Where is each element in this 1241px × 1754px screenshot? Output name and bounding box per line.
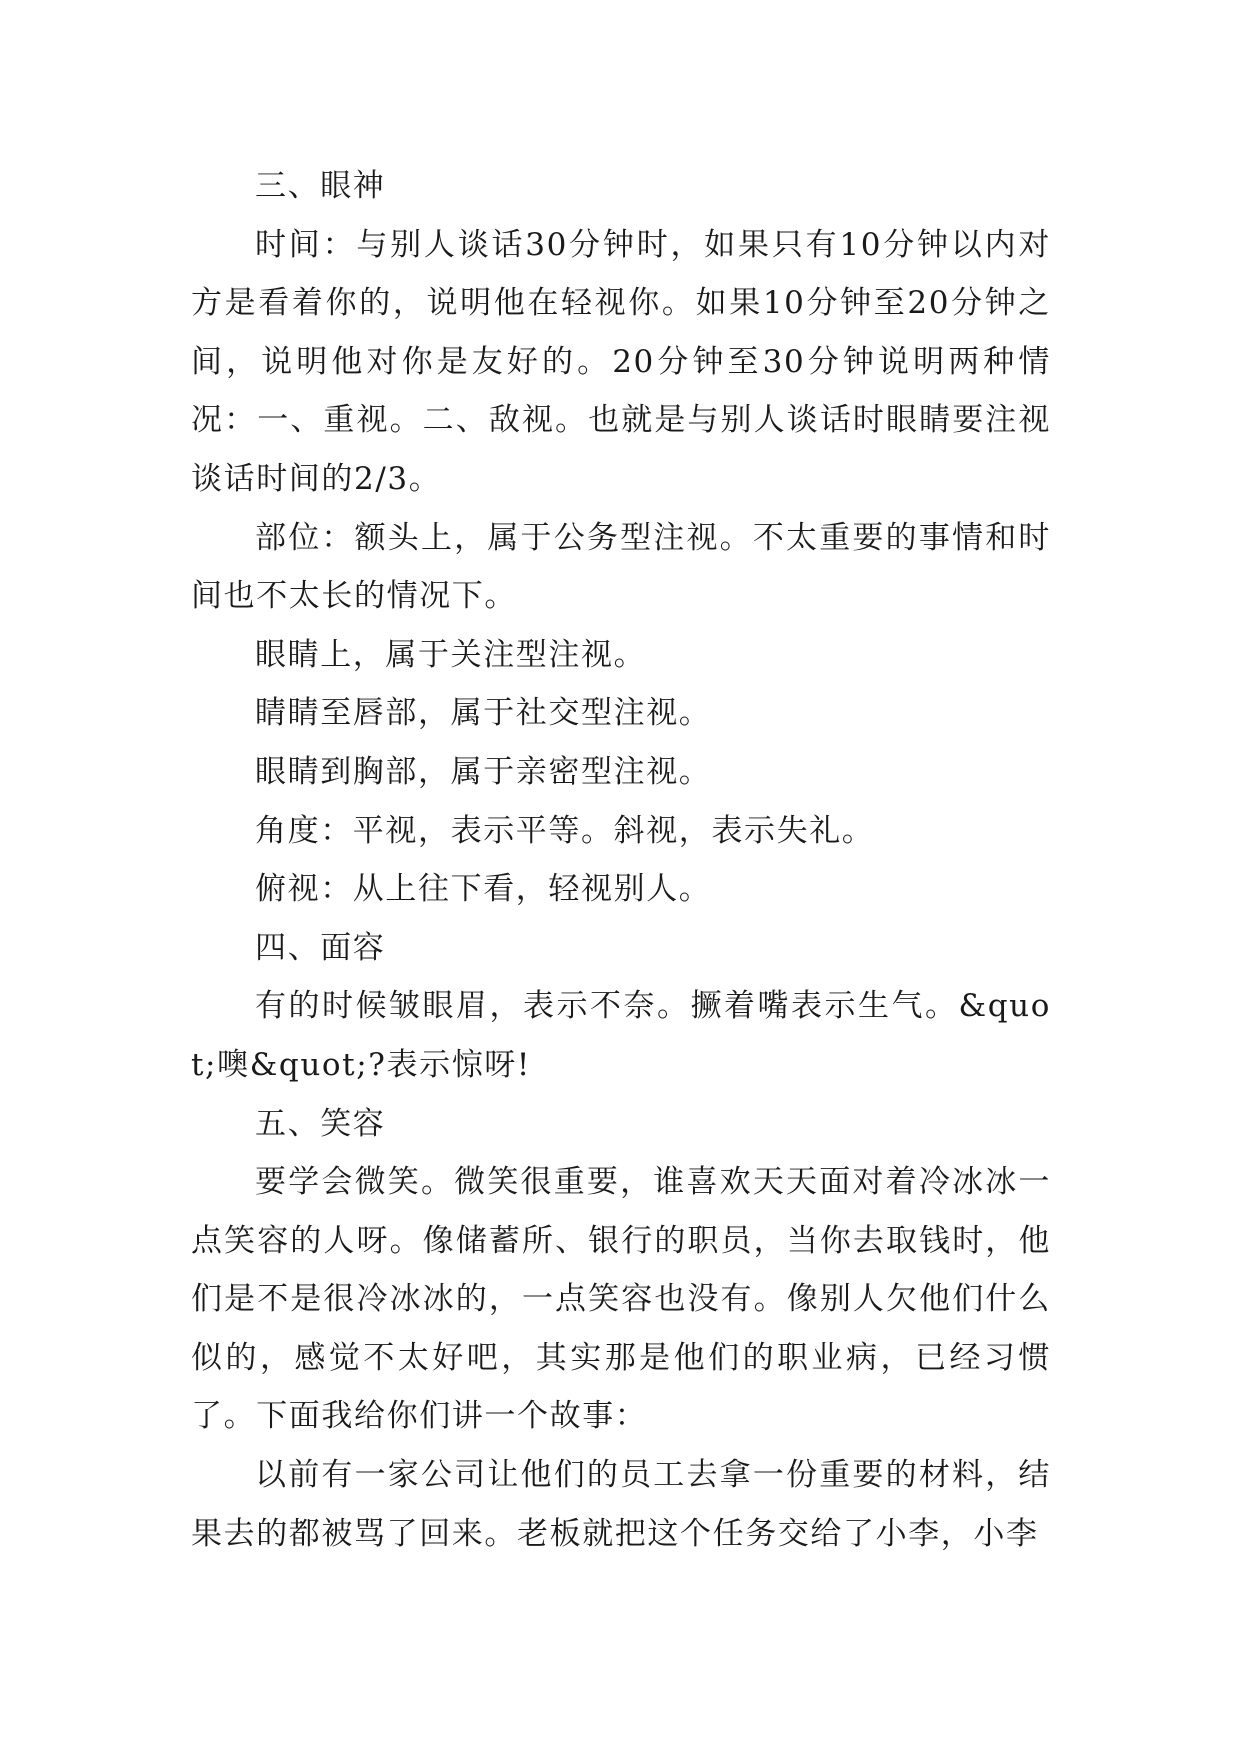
paragraph-time: 时间：与别人谈话30分钟时，如果只有10分钟以内对方是看着你的，说明他在轻视你。如果10分钟至20分钟之间，说明他对你是友好的。20分钟至30分钟说明两种情况：一、重视。二、敌视。也就是与别人谈话时眼睛要注视谈话时间的2/3。 (191, 226, 1051, 497)
paragraph-position: 部位：额头上，属于公务型注视。不太重要的事情和时间也不太长的情况下。 (191, 519, 1051, 615)
paragraph-smile: 要学会微笑。微笑很重要，谁喜欢天天面对着冷冰冰一点笑容的人呀。像储蓄所、银行的职员，当你去取钱时，他们是不是很冷冰冰的，一点笑容也没有。像别人欠他们什么似的，感觉不太好吧，其实那是他们的职业病，已经习惯了。下面我给你们讲一个故事： (191, 1164, 1051, 1435)
paragraph-face: 有的时候皱眼眉，表示不奈。撅着嘴表示生气。&quot;噢&quot;?表示惊呀! (191, 988, 1051, 1083)
section-heading-smile: 五、笑容 (255, 1105, 386, 1142)
document-body (191, 157, 1051, 1563)
paragraph-story: 以前有一家公司让他们的员工去拿一份重要的材料，结果去的都被骂了回来。老板就把这个任务交给了小李，小李 (191, 1457, 1051, 1552)
paragraph-eyes: 眼睛上，属于关注型注视。 (255, 636, 647, 673)
paragraph-eyes-to-lips: 睛睛至唇部，属于社交型注视。 (255, 695, 712, 732)
section-heading-face: 四、面容 (255, 929, 386, 966)
paragraph-angle: 角度：平视，表示平等。斜视，表示失礼。 (255, 812, 875, 849)
section-heading-eye-contact: 三、眼神 (255, 168, 386, 204)
paragraph-eyes-to-chest: 眼睛到胸部，属于亲密型注视。 (255, 753, 712, 790)
paragraph-look-down: 俯视：从上往下看，轻视别人。 (255, 871, 712, 908)
